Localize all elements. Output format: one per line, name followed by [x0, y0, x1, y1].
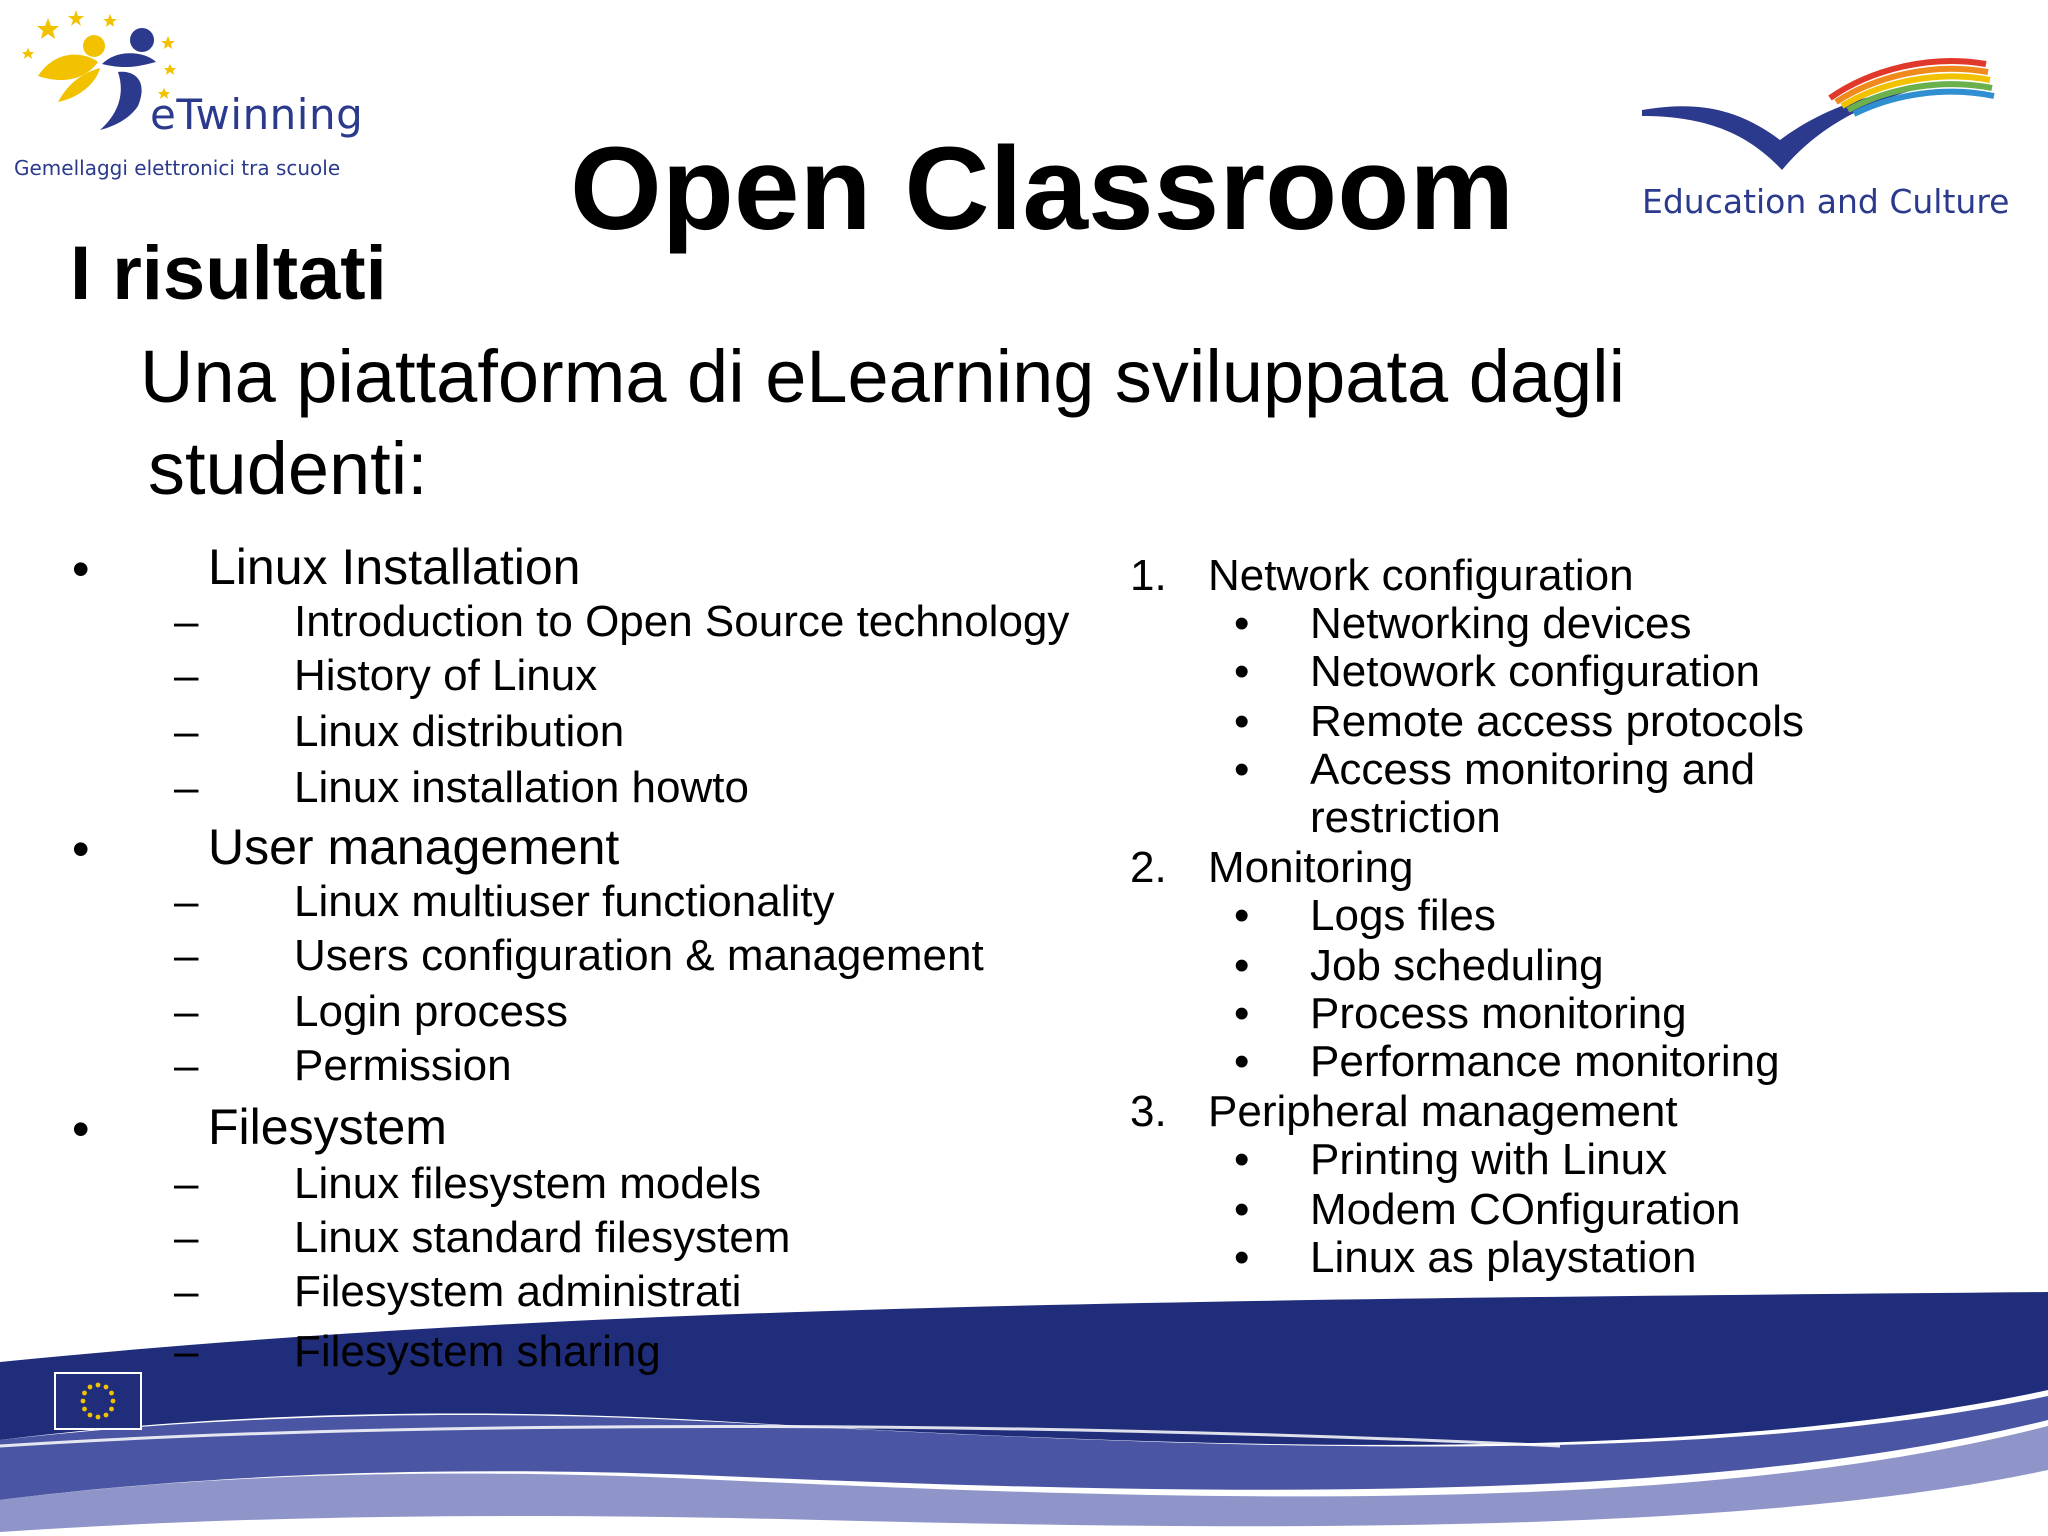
- dash: –: [174, 1267, 199, 1316]
- dash: –: [174, 1213, 199, 1262]
- sub-list-item-label: Logs files: [1310, 891, 1496, 940]
- sub-list-item-label: Linux filesystem models: [294, 1159, 762, 1208]
- sub-list-item-label: restriction: [1310, 793, 1501, 842]
- etwinning-wordmark: eTwinning: [150, 90, 364, 139]
- sub-list-item-label: Linux standard filesystem: [294, 1213, 791, 1262]
- bullet: •: [1234, 745, 1250, 794]
- dash: –: [174, 1041, 199, 1090]
- sub-list-item-label: Process monitoring: [1310, 989, 1687, 1038]
- bullet: •: [1234, 1135, 1250, 1184]
- numbered-item-label: Peripheral management: [1208, 1087, 1678, 1136]
- sub-list-item-label: Printing with Linux: [1310, 1135, 1668, 1184]
- dash: –: [174, 597, 199, 646]
- section-title: I risultati: [70, 231, 387, 316]
- sub-list-item-label: Networking devices: [1310, 599, 1692, 648]
- intro-line-2: studenti:: [148, 427, 428, 510]
- numbered-item-label: Monitoring: [1208, 843, 1414, 892]
- item-number: 1.: [1130, 551, 1167, 600]
- sub-list-item-label: Login process: [294, 987, 568, 1036]
- sub-list-item-label: Job scheduling: [1310, 941, 1604, 990]
- sub-list-item-label: Linux distribution: [294, 707, 625, 756]
- bullet: •: [1234, 941, 1250, 990]
- education-culture-caption: Education and Culture: [1642, 182, 2010, 221]
- dash: –: [174, 1159, 199, 1208]
- eu-flag-icon: [54, 1372, 142, 1430]
- bullet: •: [1234, 891, 1250, 940]
- sub-list-item-label: Linux installation howto: [294, 763, 749, 812]
- slide-title: Open Classroom: [570, 123, 1515, 255]
- sub-list-item-label: History of Linux: [294, 651, 598, 700]
- etwinning-logo: [6, 6, 386, 186]
- item-number: 2.: [1130, 843, 1167, 892]
- dash: –: [174, 763, 199, 812]
- dash: –: [174, 987, 199, 1036]
- item-number: 3.: [1130, 1087, 1167, 1136]
- bullet: •: [1234, 697, 1250, 746]
- sub-list-item-label: Remote access protocols: [1310, 697, 1804, 746]
- numbered-item-label: Network configuration: [1208, 551, 1634, 600]
- sub-list-item-label: Filesystem administrati: [294, 1267, 742, 1316]
- etwinning-tagline: Gemellaggi elettronici tra scuole: [14, 156, 341, 180]
- bullet: •: [1234, 647, 1250, 696]
- intro-line-1: Una piattaforma di eLearning sviluppata dagli: [140, 335, 1626, 418]
- list-item-label: User management: [208, 819, 620, 875]
- bird-swoosh-icon: [1630, 40, 2000, 170]
- dash: –: [174, 1327, 199, 1376]
- bullet: •: [72, 821, 90, 877]
- sub-list-item-label: Modem COnfiguration: [1310, 1185, 1741, 1234]
- bullet: •: [72, 1101, 90, 1157]
- sub-list-item-label: Netowork configuration: [1310, 647, 1761, 696]
- bullet: •: [1234, 1037, 1250, 1086]
- sub-list-item-label: Filesystem sharing: [294, 1327, 661, 1376]
- bullet: •: [1234, 1185, 1250, 1234]
- bullet: •: [1234, 1233, 1250, 1282]
- sub-list-item-label: Users configuration & management: [294, 931, 984, 980]
- sub-list-item-label: Linux as playstation: [1310, 1233, 1697, 1282]
- sub-list-item-label: Permission: [294, 1041, 512, 1090]
- bullet: •: [1234, 989, 1250, 1038]
- bullet: •: [1234, 599, 1250, 648]
- dash: –: [174, 651, 199, 700]
- bullet: •: [72, 541, 90, 597]
- education-culture-logo: [1630, 40, 2010, 230]
- dash: –: [174, 707, 199, 756]
- sub-list-item-label: Access monitoring and: [1310, 745, 1756, 794]
- dash: –: [174, 877, 199, 926]
- dash: –: [174, 931, 199, 980]
- sub-list-item-label: Performance monitoring: [1310, 1037, 1780, 1086]
- list-item-label: Filesystem: [208, 1099, 447, 1155]
- list-item-label: Linux Installation: [208, 539, 581, 595]
- sub-list-item-label: Linux multiuser functionality: [294, 877, 835, 926]
- sub-list-item-label: Introduction to Open Source technology: [294, 597, 1070, 646]
